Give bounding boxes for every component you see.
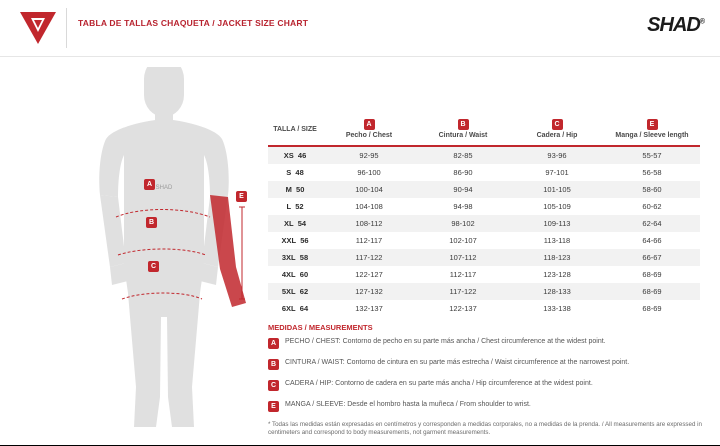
cell-hip: 105-109	[543, 202, 571, 211]
legend-text-e: MANGA / SLEEVE: Desde el hombro hasta la muñeca / From shoulder to wrist.	[285, 401, 531, 408]
brand-wordmark	[647, 14, 704, 37]
col-header-chest-label: Pecho / Chest	[345, 132, 393, 139]
brand-name: SHAD	[647, 14, 700, 36]
col-header-chest	[322, 119, 416, 146]
cell-size-text: XL	[283, 219, 294, 228]
col-header-hip-label: Cadera / Hip	[536, 132, 578, 139]
cell-hip: 133-138	[543, 304, 571, 313]
cell-size-text: 5XL	[281, 287, 296, 296]
cell-chest: 100-104	[355, 185, 383, 194]
table-row	[268, 146, 700, 164]
col-header-waist	[416, 119, 510, 146]
legend-text-a: PECHO / CHEST: Contorno de pecho en su parte más ancha / Chest circumference at the widest point.	[285, 338, 606, 345]
cell-size-num: 52	[295, 202, 304, 211]
header-divider	[66, 8, 67, 48]
col-header-size	[268, 119, 322, 146]
cell-sleeve: 62-64	[642, 219, 662, 228]
cell-hip: 123-128	[543, 270, 571, 279]
cell-size	[268, 232, 322, 249]
cell-waist: 98-102	[451, 219, 475, 228]
cell-size-text: 3XL	[281, 253, 296, 262]
col-header-waist-label: Cintura / Waist	[438, 132, 488, 139]
cell-size-num: 48	[295, 168, 304, 177]
table-row	[268, 249, 700, 266]
cell-size	[268, 146, 322, 164]
cell-sleeve: 68-69	[642, 287, 662, 296]
cell-waist: 107-112	[449, 253, 477, 262]
col-header-hip	[510, 119, 604, 146]
body-figure	[60, 67, 260, 437]
legend-badge-c: C	[268, 380, 279, 391]
table-row	[268, 232, 700, 249]
cell-size-num: 58	[299, 253, 309, 262]
cell-chest: 92-95	[359, 151, 379, 160]
legend-text-b: CINTURA / WAIST: Contorno de cintura en su parte más estrecha / Waist circumference at the narrowest point.	[285, 359, 630, 366]
cell-size	[268, 283, 322, 300]
cell-size	[268, 198, 322, 215]
table-row	[268, 164, 700, 181]
cell-size-text: 6XL	[281, 304, 296, 313]
cell-sleeve: 66-67	[642, 253, 662, 262]
cell-size	[268, 249, 322, 266]
legend-badge-b: B	[268, 359, 279, 370]
col-badge-c: C	[552, 119, 563, 130]
col-header-size-label: TALLA / SIZE	[273, 125, 317, 133]
cell-size-text: S	[286, 168, 292, 177]
figure-marker-c: C	[148, 261, 159, 272]
cell-size-text: XS	[283, 151, 294, 160]
cell-hip: 97-101	[545, 168, 569, 177]
cell-sleeve: 55-57	[642, 151, 662, 160]
page-title: TABLA DE TALLAS CHAQUETA / JACKET SIZE CHART	[78, 18, 309, 28]
cell-size-num: 64	[299, 304, 309, 313]
cell-hip: 128-133	[543, 287, 571, 296]
cell-chest: 122-127	[355, 270, 383, 279]
measurements-legend	[268, 323, 708, 437]
cell-chest: 117-122	[355, 253, 383, 262]
table-row	[268, 198, 700, 215]
figure-marker-e: E	[236, 191, 247, 202]
cell-size-text: M	[285, 185, 292, 194]
table-row	[268, 300, 700, 317]
cell-waist: 117-122	[449, 287, 477, 296]
col-badge-a: A	[364, 119, 375, 130]
cell-size	[268, 300, 322, 317]
figure-marker-a: A	[144, 179, 155, 190]
size-table-body	[268, 146, 700, 317]
cell-size-num: 50	[296, 185, 305, 194]
legend-footnote: * Todas las medidas están expresadas en centímetros y corresponden a medidas corporales, no a medidas de la prenda. / All measurements are expressed in centimeters and correspond to body measurements, not garment measurements.	[268, 421, 702, 436]
cell-hip: 118-123	[543, 253, 571, 262]
cell-chest: 108-112	[355, 219, 383, 228]
legend-badge-a: A	[268, 338, 279, 349]
cell-size	[268, 215, 322, 232]
page-content	[0, 57, 720, 446]
col-header-sleeve-label: Manga / Sleeve length	[615, 132, 689, 139]
svg-text:SHAD: SHAD	[155, 185, 173, 191]
cell-waist: 112-117	[449, 270, 477, 279]
page-header	[0, 0, 720, 57]
cell-size-text: XXL	[281, 236, 297, 245]
cell-chest: 104-108	[355, 202, 383, 211]
legend-text-c: CADERA / HIP: Contorno de cadera en su parte más ancha / Hip circumference at the widest point.	[285, 380, 593, 387]
cell-size-text: 4XL	[281, 270, 296, 279]
col-badge-b: B	[458, 119, 469, 130]
table-row	[268, 181, 700, 198]
legend-title: MEDIDAS / MEASUREMENTS	[268, 323, 373, 332]
col-badge-e: E	[647, 119, 658, 130]
cell-size-num: 46	[297, 151, 307, 160]
shad-triangle-logo-icon	[18, 10, 58, 46]
cell-waist: 102-107	[449, 236, 477, 245]
legend-item-c	[268, 379, 708, 393]
cell-sleeve: 68-69	[642, 270, 662, 279]
cell-chest: 112-117	[355, 236, 383, 245]
cell-chest: 96-100	[357, 168, 381, 177]
table-row	[268, 283, 700, 300]
cell-hip: 109-113	[543, 219, 571, 228]
cell-sleeve: 64-66	[642, 236, 662, 245]
cell-hip: 101-105	[543, 185, 571, 194]
cell-sleeve: 60-62	[642, 202, 662, 211]
cell-size-text: L	[286, 202, 292, 211]
cell-size-num: 62	[299, 287, 309, 296]
cell-size	[268, 266, 322, 283]
size-table-wrapper	[268, 119, 700, 317]
cell-waist: 86-90	[453, 168, 473, 177]
cell-waist: 82-85	[453, 151, 473, 160]
brand-registered-mark: ®	[699, 18, 704, 26]
legend-badge-e: E	[268, 401, 279, 412]
legend-item-e	[268, 400, 708, 414]
size-table	[268, 119, 700, 317]
table-row	[268, 215, 700, 232]
cell-sleeve: 68-69	[642, 304, 662, 313]
cell-size-num: 60	[299, 270, 309, 279]
cell-size	[268, 181, 322, 198]
cell-hip: 113-118	[543, 236, 571, 245]
cell-sleeve: 56-58	[642, 168, 662, 177]
table-row	[268, 266, 700, 283]
cell-waist: 94-98	[453, 202, 473, 211]
cell-chest: 127-132	[355, 287, 383, 296]
cell-size	[268, 164, 322, 181]
cell-hip: 93-96	[547, 151, 567, 160]
cell-size-num: 56	[300, 236, 309, 245]
legend-item-a	[268, 337, 708, 351]
cell-sleeve: 58-60	[642, 185, 662, 194]
legend-item-b	[268, 358, 708, 372]
cell-chest: 132-137	[355, 304, 383, 313]
cell-waist: 90-94	[453, 185, 473, 194]
col-header-sleeve	[604, 119, 700, 146]
figure-marker-b: B	[146, 217, 157, 228]
cell-waist: 122-137	[449, 304, 477, 313]
cell-size-num: 54	[297, 219, 307, 228]
